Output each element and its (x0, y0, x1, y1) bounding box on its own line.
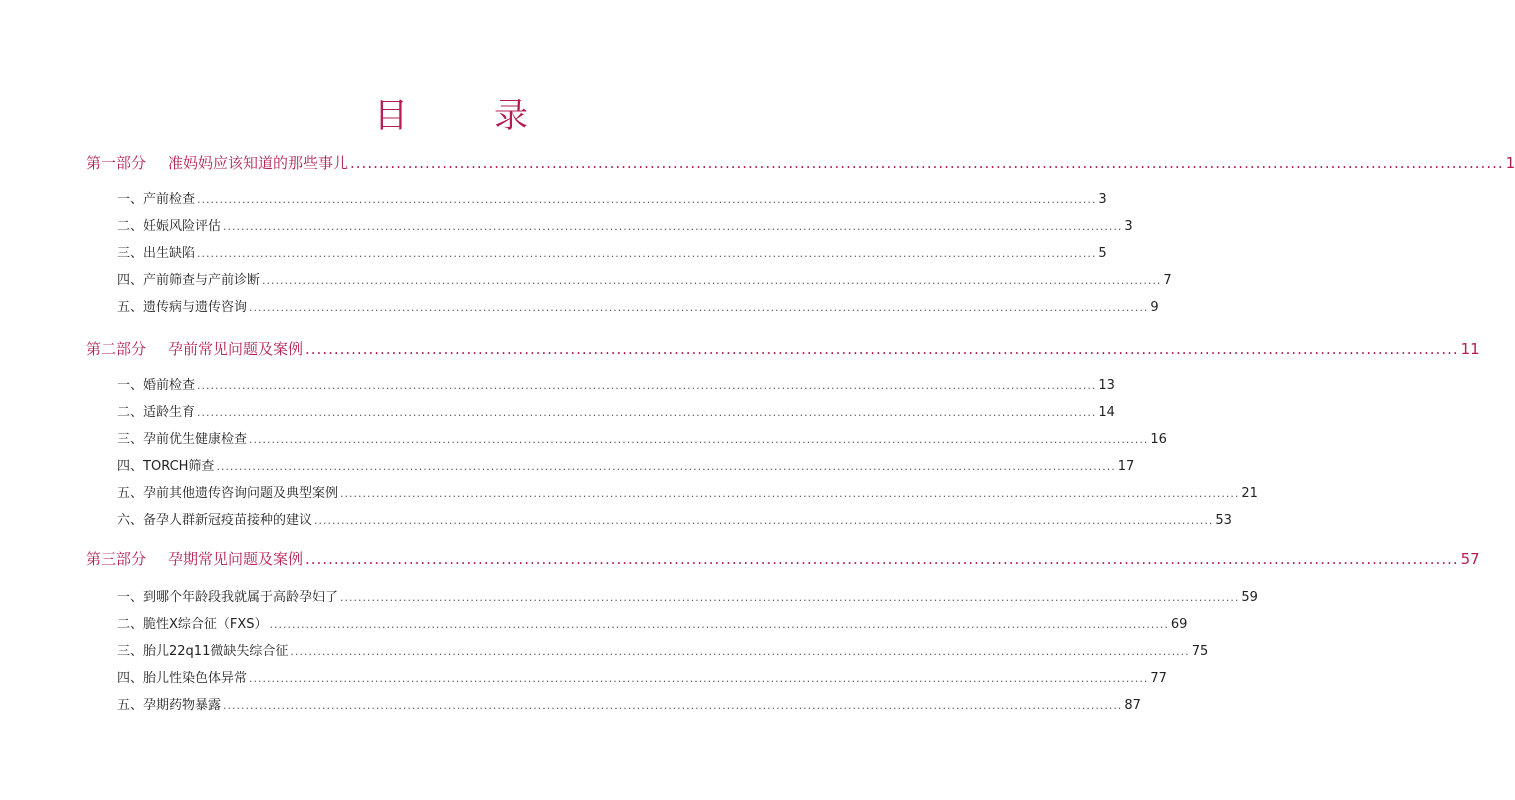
dot-leader: ........................................................................................................................................................................................................ (305, 550, 1459, 568)
item-title: 婚前检查 (143, 378, 196, 393)
item-title: 适龄生育 (143, 405, 196, 420)
toc-item[interactable] (117, 374, 1115, 394)
item-page: 75 (1191, 644, 1209, 659)
part-heading[interactable] (86, 548, 1480, 570)
item-title: 产前检查 (143, 192, 196, 207)
item-number: 二、 (117, 617, 144, 632)
item-number: 六、 (117, 513, 144, 528)
dot-leader: ........................................................................................................................................................................................................ (197, 406, 1097, 419)
toc-item[interactable] (117, 428, 1167, 448)
toc-item[interactable] (117, 242, 1107, 262)
dot-leader: ........................................................................................................................................................................................................ (269, 618, 1169, 631)
item-page: 9 (1150, 300, 1159, 315)
item-title: 胎儿性染色体异常 (143, 671, 248, 686)
dot-leader: ........................................................................................................................................................................................................ (350, 154, 1504, 172)
item-number: 五、 (117, 486, 144, 501)
item-number: 一、 (117, 590, 144, 605)
item-title: 遗传病与遗传咨询 (143, 300, 248, 315)
toc-title: 目 录 (374, 96, 554, 136)
dot-leader: ........................................................................................................................................................................................................ (340, 591, 1240, 604)
part-title: 准妈妈应该知道的那些事儿 (168, 154, 349, 172)
dot-leader: ........................................................................................................................................................................................................ (216, 460, 1116, 473)
part-title: 孕前常见问题及案例 (168, 340, 304, 358)
item-page: 16 (1150, 432, 1167, 447)
toc-item[interactable] (117, 482, 1258, 502)
item-title: 备孕人群新冠疫苗接种的建议 (143, 513, 313, 528)
item-page: 5 (1098, 246, 1107, 261)
item-number: 二、 (117, 405, 144, 420)
item-number: 五、 (117, 300, 144, 315)
item-number: 三、 (117, 432, 144, 447)
item-title: TORCH筛查 (143, 459, 215, 474)
toc-item[interactable] (117, 269, 1172, 289)
item-page: 3 (1098, 192, 1107, 207)
item-title: 妊娠风险评估 (143, 219, 222, 234)
dot-leader: ........................................................................................................................................................................................................ (340, 487, 1240, 500)
item-page: 21 (1241, 486, 1258, 501)
item-title: 孕前其他遗传咨询问题及典型案例 (143, 486, 339, 501)
dot-leader: ........................................................................................................................................................................................................ (223, 699, 1123, 712)
item-title: 孕前优生健康检查 (143, 432, 248, 447)
part-heading[interactable] (86, 152, 1515, 174)
item-page: 17 (1117, 459, 1135, 474)
item-page: 14 (1098, 405, 1115, 420)
dot-leader: ........................................................................................................................................................................................................ (197, 379, 1097, 392)
toc-item[interactable] (117, 509, 1232, 529)
toc-item[interactable] (117, 694, 1141, 714)
dot-leader: ........................................................................................................................................................................................................ (249, 433, 1149, 446)
toc-item[interactable] (117, 455, 1135, 475)
item-title: 胎儿22q11微缺失综合征 (143, 644, 289, 659)
dot-leader: ........................................................................................................................................................................................................ (290, 645, 1190, 658)
item-page: 59 (1241, 590, 1258, 605)
part-label: 第二部分 (86, 340, 147, 358)
item-page: 53 (1215, 513, 1232, 528)
dot-leader: ........................................................................................................................................................................................................ (305, 340, 1459, 358)
item-number: 二、 (117, 219, 144, 234)
item-number: 四、 (117, 671, 144, 686)
toc-item[interactable] (117, 586, 1258, 606)
part-label: 第一部分 (86, 154, 147, 172)
item-number: 四、 (117, 459, 144, 474)
item-title: 孕期药物暴露 (143, 698, 222, 713)
item-number: 五、 (117, 698, 144, 713)
part-page: 1 (1505, 154, 1515, 172)
part-page: 57 (1460, 550, 1480, 568)
part-label: 第三部分 (86, 550, 147, 568)
toc-item[interactable] (117, 401, 1115, 421)
dot-leader: ........................................................................................................................................................................................................ (197, 193, 1097, 206)
item-page: 69 (1170, 617, 1188, 632)
toc-item[interactable] (117, 188, 1107, 208)
item-number: 四、 (117, 273, 144, 288)
toc-item[interactable] (117, 296, 1159, 316)
item-title: 脆性X综合征（FXS） (143, 617, 268, 632)
item-number: 三、 (117, 644, 144, 659)
dot-leader: ........................................................................................................................................................................................................ (249, 672, 1149, 685)
item-title: 到哪个年龄段我就属于高龄孕妇了 (143, 590, 339, 605)
item-page: 3 (1124, 219, 1133, 234)
item-page: 87 (1124, 698, 1141, 713)
item-number: 三、 (117, 246, 144, 261)
dot-leader: ........................................................................................................................................................................................................ (197, 247, 1097, 260)
item-number: 一、 (117, 378, 144, 393)
toc-item[interactable] (117, 613, 1188, 633)
part-title: 孕期常见问题及案例 (168, 550, 304, 568)
toc-item[interactable] (117, 640, 1209, 660)
dot-leader: ........................................................................................................................................................................................................ (262, 274, 1162, 287)
dot-leader: ........................................................................................................................................................................................................ (314, 514, 1214, 527)
item-title: 出生缺陷 (143, 246, 196, 261)
dot-leader: ........................................................................................................................................................................................................ (223, 220, 1123, 233)
toc-item[interactable] (117, 667, 1167, 687)
part-page: 11 (1460, 340, 1480, 358)
item-page: 13 (1098, 378, 1115, 393)
item-number: 一、 (117, 192, 144, 207)
dot-leader: ........................................................................................................................................................................................................ (249, 301, 1149, 314)
toc-item[interactable] (117, 215, 1133, 235)
item-page: 77 (1150, 671, 1167, 686)
item-page: 7 (1163, 273, 1172, 288)
item-title: 产前筛查与产前诊断 (143, 273, 261, 288)
part-heading[interactable] (86, 338, 1480, 360)
